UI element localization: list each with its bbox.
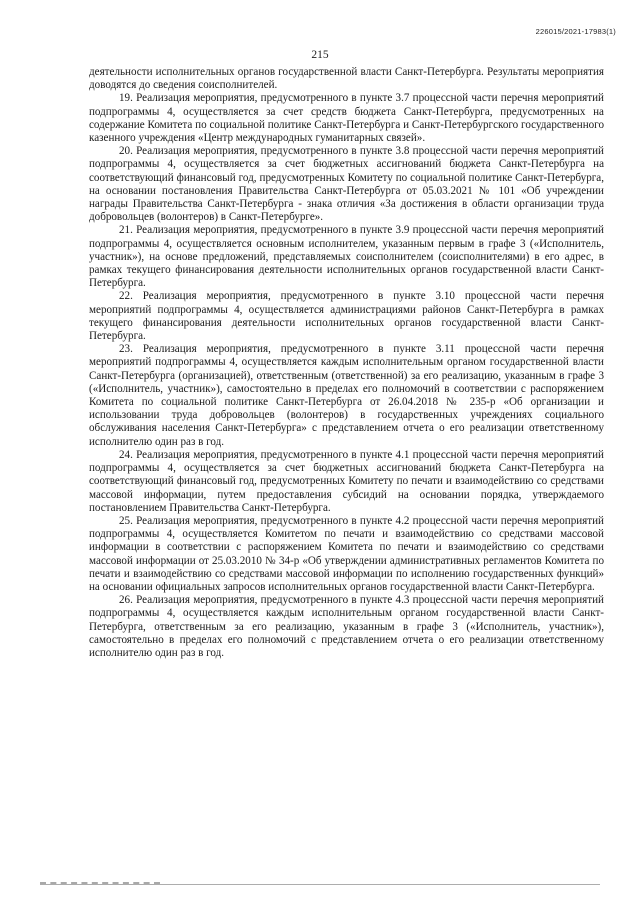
paragraph-26: 26. Реализация мероприятия, предусмотренного в пункте 4.3 процессной части перечня мероприятий подпрограммы 4, осуществляется каждым исполнительным органом государственной власти Санкт-Петербурга, ответственным за его реализацию, указанным в графе 3 («Исполнитель, участник»), самостоятельно в пределах его полномочий с представлением отчета о его реализации ответственному исполнителю один раз в год.: [89, 594, 604, 659]
paragraph-20: 20. Реализация мероприятия, предусмотренного в пункте 3.8 процессной части перечня мероприятий подпрограммы 4, осуществляется за счет бюджетных ассигнований бюджета Санкт-Петербурга на соответствующий финансовый год, предусмотренных Комитету по социальной политике Санкт-Петербурга, на основании постановления Правительства Санкт-Петербурга от 05.03.2021 № 101 «Об учреждении награды Правительства Санкт-Петербурга - знака отличия «За достижения в области организации труда добровольцев (волонтеров) в Санкт-Петербурге».: [89, 145, 604, 224]
document-registration-number: 226015/2021-17983(1): [535, 27, 616, 36]
paragraph-25: 25. Реализация мероприятия, предусмотренного в пункте 4.2 процессной части перечня мероприятий подпрограммы 4, осуществляется Комитетом по печати и взаимодействию со средствами массовой информации в соответствии с распоряжением Комитета по печати и взаимодействию со средствами массовой информации от 25.03.2010 № 34-р «Об утверждении административных регламентов Комитета по печати и взаимодействию со средствами массовой информации по исполнению государственных функций» на основании официальных запросов исполнительных органов государственной власти Санкт-Петербурга.: [89, 514, 604, 593]
paragraph-21: 21. Реализация мероприятия, предусмотренного в пункте 3.9 процессной части перечня мероприятий подпрограммы 4, осуществляется основным исполнителем, указанным первым в графе 3 («Исполнитель, участник»), на основе предложений, представляемых соисполнителем (соисполнителями) в его адрес, в рамках текущего финансирования деятельности исполнительных органов государственной власти Санкт-Петербурга.: [89, 224, 604, 290]
paragraph-19: 19. Реализация мероприятия, предусмотренного в пункте 3.7 процессной части перечня мероприятий подпрограммы 4, осуществляется за счет средств бюджета Санкт-Петербурга, предусмотренных на содержание Комитета по социальной политике Санкт-Петербурга и Санкт-Петербургского государственного казенного учреждения «Центр международных гуманитарных связей».: [89, 92, 604, 145]
document-body: [89, 66, 604, 660]
paragraph-24: 24. Реализация мероприятия, предусмотренного в пункте 4.1 процессной части перечня мероприятий подпрограммы 4, осуществляется за счет бюджетных ассигнований бюджета Санкт-Петербурга на соответствующий финансовый год, предусмотренных Комитету по печати и взаимодействию со средствами массовой информации, путем предоставления субсидий на основании порядка, утверждаемого постановлением Правительства Санкт-Петербурга.: [89, 448, 604, 514]
page-number: 215: [311, 49, 329, 61]
paragraph-22: 22. Реализация мероприятия, предусмотренного в пункте 3.10 процессной части перечня мероприятий подпрограммы 4, осуществляется администрациями районов Санкт-Петербурга в рамках текущего финансирования деятельности исполнительных органов государственной власти Санкт-Петербурга.: [89, 290, 604, 343]
paragraph-continuation: деятельности исполнительных органов государственной власти Санкт-Петербурга. Результаты мероприятия доводятся до сведения соисполнителей.: [89, 66, 604, 92]
scan-bottom-line: [40, 884, 600, 885]
paragraph-23: 23. Реализация мероприятия, предусмотренного в пункте 3.11 процессной части перечня мероприятий подпрограммы 4, осуществляется каждым исполнительным органом государственной власти Санкт-Петербурга (организацией), ответственным (ответственной) за его реализацию, указанным в графе 3 («Исполнитель, участник»), самостоятельно в пределах его полномочий в соответствии с распоряжением Комитета по социальной политике Санкт-Петербурга от 26.04.2018 № 235-р «Об организации и использовании труда добровольцев (волонтеров) в государственных учреждениях социального обслуживания населения Санкт-Петербурга» с представлением отчета о его реализации ответственному исполнителю один раз в год.: [89, 343, 604, 448]
